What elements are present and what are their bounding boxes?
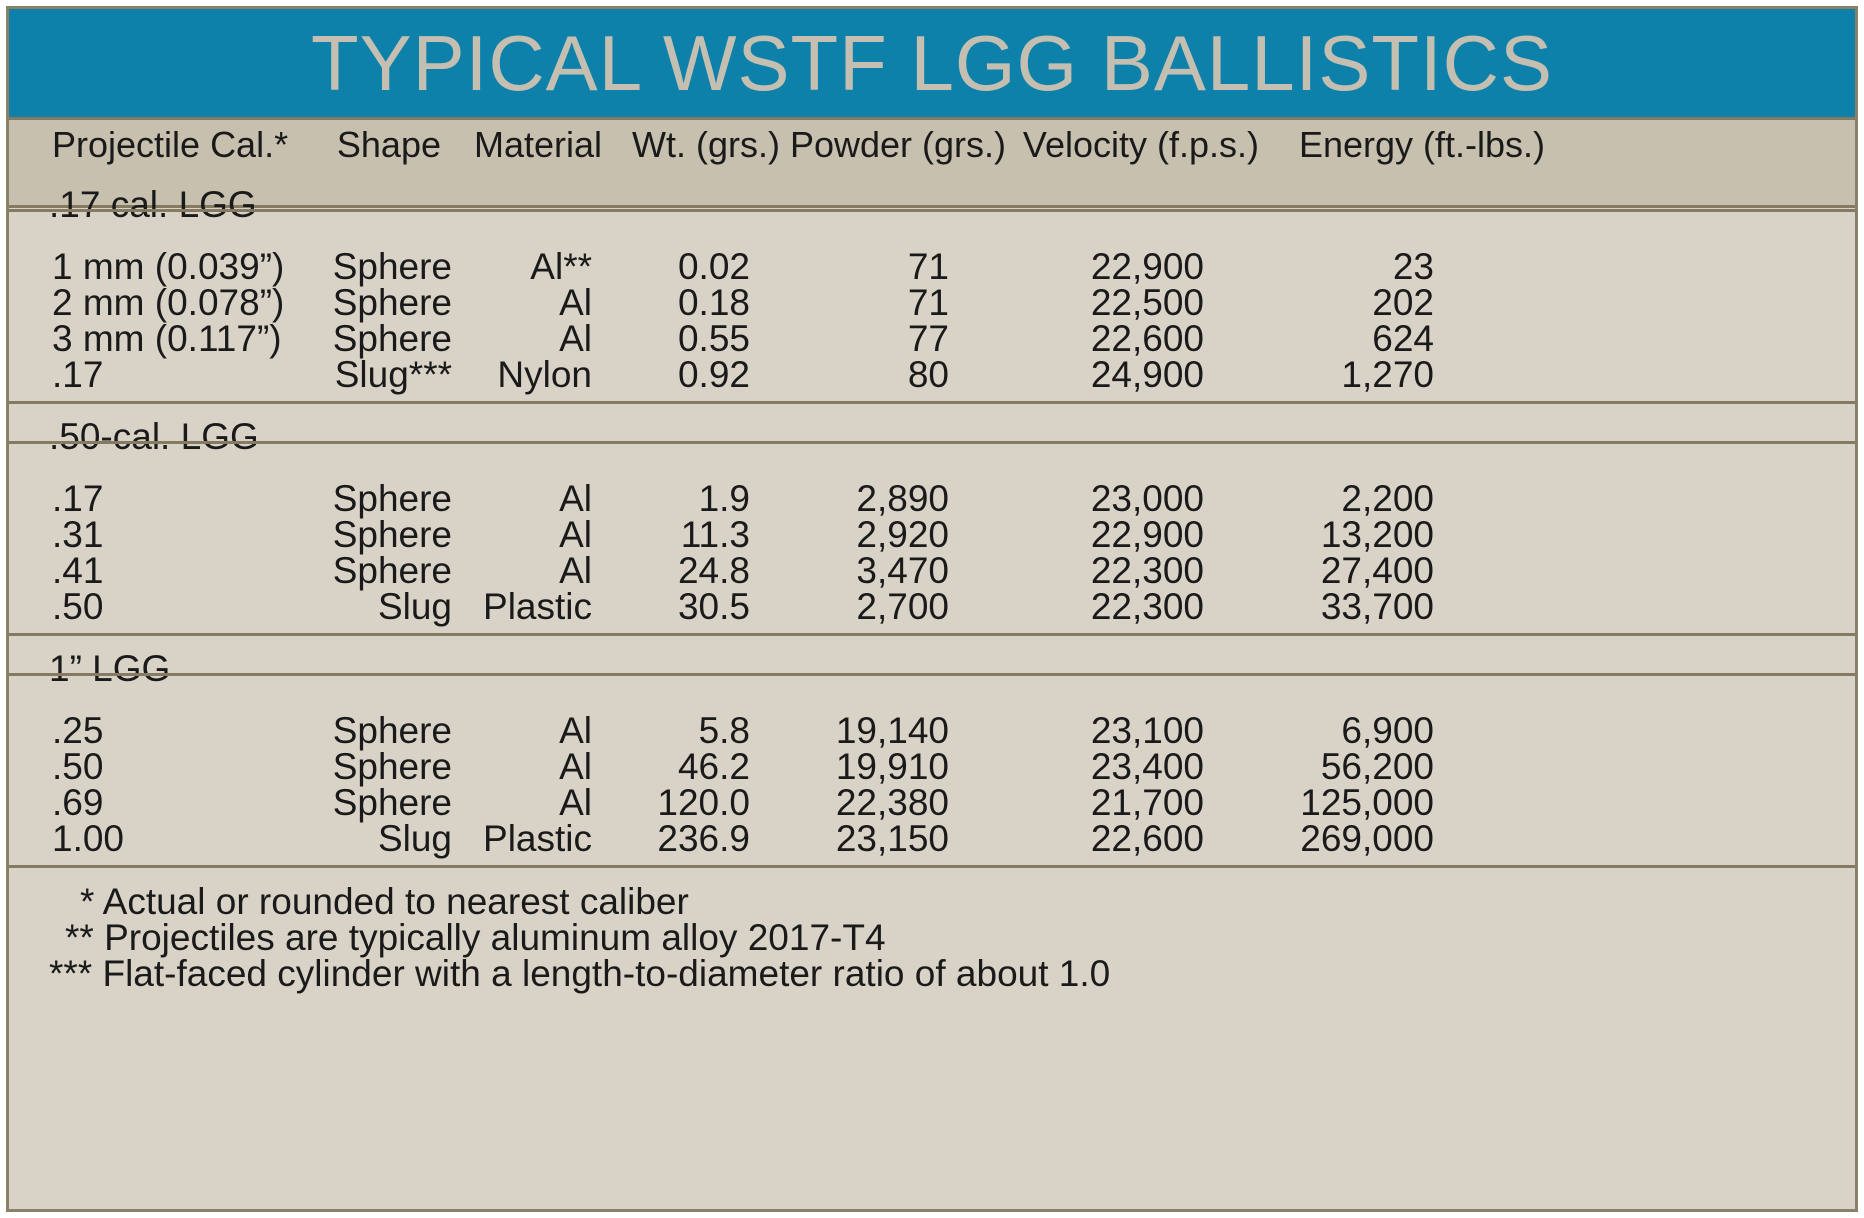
cell-weight: 0.02 [677, 246, 750, 287]
cell-powder: 23,150 [835, 818, 949, 859]
cell-velocity: 22,900 [1090, 246, 1204, 287]
cell-shape: Sphere [332, 478, 452, 519]
cell-velocity: 21,700 [1090, 782, 1204, 823]
cell-velocity: 22,600 [1090, 318, 1204, 359]
cell-shape: Sphere [332, 318, 452, 359]
cell-weight: 1.9 [698, 478, 750, 519]
cell-energy: 2,200 [1341, 478, 1434, 519]
footnote: ** Projectiles are typically aluminum alloy 2017-T4 [65, 917, 886, 958]
cell-projectile: 1.00 [52, 818, 125, 859]
column-header-shape: Shape [336, 124, 441, 165]
cell-velocity: 23,000 [1090, 478, 1204, 519]
cell-shape: Sphere [332, 514, 452, 555]
cell-projectile: 2 mm (0.078”) [52, 282, 285, 323]
cell-energy: 27,400 [1320, 550, 1434, 591]
cell-weight: 5.8 [698, 710, 750, 751]
section-label: .17 cal. LGG [49, 184, 257, 225]
cell-powder: 71 [907, 282, 949, 323]
cell-weight: 0.55 [677, 318, 750, 359]
section-end-rule [9, 401, 1855, 404]
cell-projectile: .50 [52, 586, 104, 627]
section-label-rule [9, 673, 1855, 676]
column-header-weight: Wt. (grs.) [632, 124, 780, 165]
cell-powder: 2,700 [856, 586, 949, 627]
cell-shape: Slug [377, 818, 452, 859]
cell-projectile: .69 [52, 782, 104, 823]
section-label-rule [9, 209, 1855, 212]
cell-shape: Sphere [332, 246, 452, 287]
cell-weight: 30.5 [677, 586, 750, 627]
cell-material: Al [559, 318, 592, 359]
cell-shape: Slug*** [334, 354, 452, 395]
footnote: * Actual or rounded to nearest caliber [80, 881, 689, 922]
cell-velocity: 22,300 [1090, 586, 1204, 627]
cell-velocity: 23,400 [1090, 746, 1204, 787]
cell-powder: 19,910 [835, 746, 949, 787]
cell-powder: 2,890 [856, 478, 949, 519]
cell-material: Al [559, 514, 592, 555]
footnote: *** Flat-faced cylinder with a length-to-diameter ratio of about 1.0 [49, 953, 1111, 994]
cell-weight: 0.92 [677, 354, 750, 395]
cell-material: Al [559, 710, 592, 751]
cell-shape: Sphere [332, 550, 452, 591]
section-end-rule [9, 633, 1855, 636]
cell-energy: 202 [1372, 282, 1434, 323]
table-title: TYPICAL WSTF LGG BALLISTICS [310, 18, 1554, 107]
cell-energy: 13,200 [1320, 514, 1434, 555]
cell-material: Plastic [483, 586, 592, 627]
cell-weight: 24.8 [677, 550, 750, 591]
cell-velocity: 22,600 [1090, 818, 1204, 859]
cell-projectile: .25 [52, 710, 104, 751]
cell-energy: 6,900 [1341, 710, 1434, 751]
cell-energy: 23 [1392, 246, 1434, 287]
cell-energy: 33,700 [1320, 586, 1434, 627]
section-end-rule [9, 865, 1855, 868]
cell-shape: Slug [377, 586, 452, 627]
cell-projectile: .17 [52, 478, 104, 519]
cell-energy: 56,200 [1320, 746, 1434, 787]
cell-projectile: .41 [52, 550, 104, 591]
cell-weight: 46.2 [677, 746, 750, 787]
column-header-projectile: Projectile Cal.* [52, 124, 289, 165]
cell-weight: 0.18 [677, 282, 750, 323]
cell-powder: 3,470 [856, 550, 949, 591]
cell-weight: 120.0 [657, 782, 750, 823]
cell-material: Al [559, 478, 592, 519]
cell-material: Al [559, 550, 592, 591]
cell-projectile: .31 [52, 514, 104, 555]
cell-powder: 22,380 [835, 782, 949, 823]
cell-material: Al [559, 282, 592, 323]
column-header-material: Material [473, 124, 602, 165]
cell-powder: 77 [907, 318, 949, 359]
title-bar [9, 9, 1855, 120]
cell-powder: 19,140 [835, 710, 949, 751]
cell-powder: 71 [907, 246, 949, 287]
cell-shape: Sphere [332, 746, 452, 787]
cell-weight: 236.9 [657, 818, 750, 859]
cell-powder: 80 [907, 354, 949, 395]
section-label-rule [9, 441, 1855, 444]
cell-material: Nylon [497, 354, 592, 395]
cell-shape: Sphere [332, 782, 452, 823]
cell-velocity: 24,900 [1090, 354, 1204, 395]
column-header-velocity: Velocity (f.p.s.) [1022, 124, 1259, 165]
section-label: 1” LGG [49, 648, 171, 689]
cell-shape: Sphere [332, 710, 452, 751]
cell-material: Plastic [483, 818, 592, 859]
ballistics-table-panel [6, 6, 1858, 1212]
cell-energy: 269,000 [1300, 818, 1434, 859]
cell-shape: Sphere [332, 282, 452, 323]
cell-powder: 2,920 [856, 514, 949, 555]
cell-projectile: 3 mm (0.117”) [52, 318, 282, 359]
cell-weight: 11.3 [680, 514, 750, 555]
cell-energy: 125,000 [1300, 782, 1434, 823]
cell-velocity: 22,900 [1090, 514, 1204, 555]
column-header-powder: Powder (grs.) [789, 124, 1006, 165]
section-label: .50-cal. LGG [49, 416, 259, 457]
cell-projectile: .50 [52, 746, 104, 787]
cell-velocity: 22,300 [1090, 550, 1204, 591]
cell-velocity: 22,500 [1090, 282, 1204, 323]
cell-velocity: 23,100 [1090, 710, 1204, 751]
cell-energy: 624 [1372, 318, 1434, 359]
cell-material: Al** [530, 246, 592, 287]
cell-material: Al [559, 746, 592, 787]
cell-material: Al [559, 782, 592, 823]
column-header-energy: Energy (ft.-lbs.) [1298, 124, 1545, 165]
cell-projectile: .17 [52, 354, 104, 395]
cell-projectile: 1 mm (0.039”) [52, 246, 285, 287]
cell-energy: 1,270 [1341, 354, 1434, 395]
